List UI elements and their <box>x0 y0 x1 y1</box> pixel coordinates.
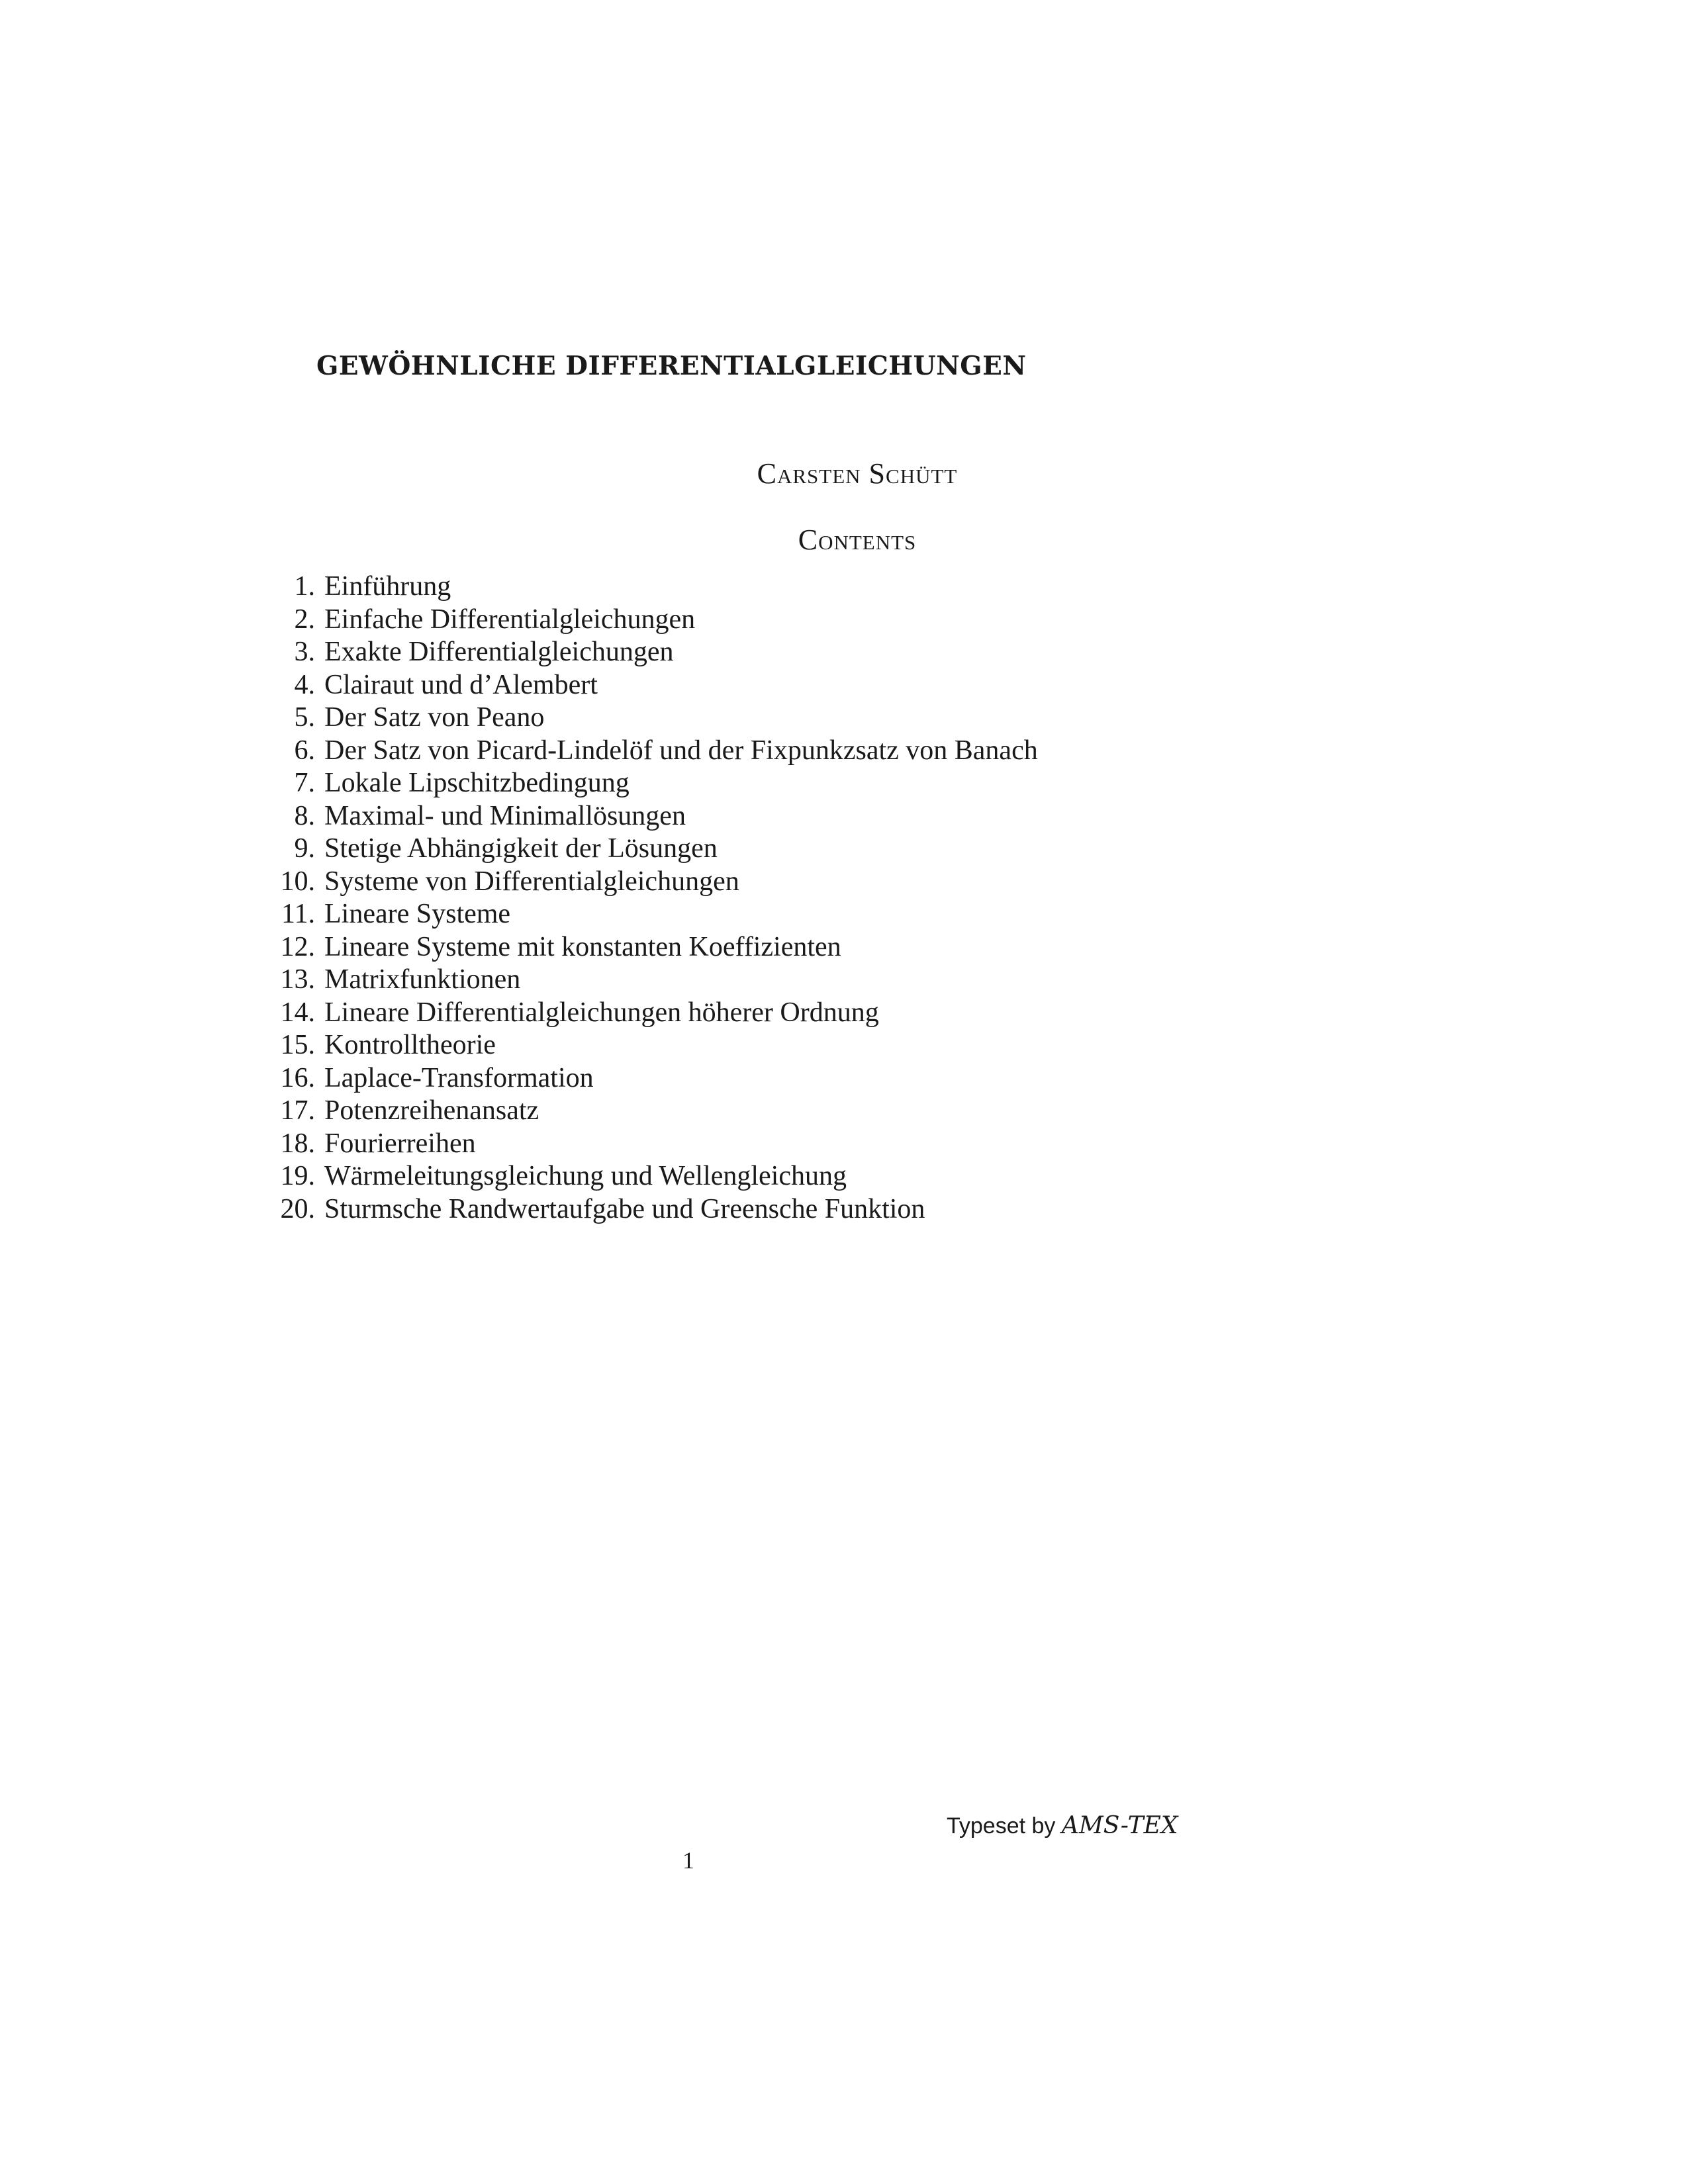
toc-item <box>252 1062 1086 1095</box>
page-number: 1 <box>682 1847 694 1874</box>
toc-item <box>252 1095 1086 1128</box>
typeset-prefix: Typeset by <box>947 1813 1056 1839</box>
toc-item-title: Der Satz von Picard-Lindelöf und der Fixpunkzsatz von Banach <box>324 735 1038 766</box>
toc-item-title: Wärmeleitungsgleichung und Wellengleichung <box>324 1161 847 1191</box>
toc-item-title: Lokale Lipschitzbedingung <box>324 768 630 798</box>
author-name: Carsten Schütt <box>757 457 958 490</box>
toc-item-number: 6. <box>294 735 315 766</box>
toc-item-number: 5. <box>294 702 315 733</box>
document-title: GEWÖHNLICHE DIFFERENTIALGLEICHUNGEN <box>316 351 1027 381</box>
toc-item-number: 2. <box>294 604 315 635</box>
toc-item-number: 18. <box>280 1128 315 1159</box>
toc-item <box>252 997 1086 1030</box>
toc-item-title: Lineare Systeme mit konstanten Koeffizienten <box>324 931 841 962</box>
toc-item-title: Exakte Differentialgleichungen <box>324 637 674 667</box>
toc-item-number: 14. <box>280 997 315 1028</box>
toc-item-title: Systeme von Differentialgleichungen <box>324 866 739 897</box>
toc-item-number: 10. <box>280 866 315 897</box>
toc-item <box>252 1160 1086 1193</box>
toc-item-number: 19. <box>280 1161 315 1191</box>
toc-item <box>252 1128 1086 1161</box>
toc-item-title: Lineare Systeme <box>324 899 511 929</box>
toc-item-title: Der Satz von Peano <box>324 702 545 733</box>
toc-item-title: Stetige Abhängigkeit der Lösungen <box>324 833 718 864</box>
toc-item-title: Fourierreihen <box>324 1128 476 1159</box>
toc-item-number: 15. <box>280 1030 315 1060</box>
typeset-note <box>947 1812 1178 1839</box>
toc-item <box>252 1029 1086 1062</box>
toc-item <box>252 931 1086 964</box>
toc-item-title: Laplace-Transformation <box>324 1062 594 1093</box>
toc-item-number: 7. <box>294 768 315 798</box>
toc-item-number: 12. <box>280 931 315 962</box>
toc-item <box>252 636 1086 669</box>
toc-item-title: Sturmsche Randwertaufgabe und Greensche Funktion <box>324 1193 925 1224</box>
toc-item-number: 13. <box>280 964 315 995</box>
toc-item-number: 1. <box>294 571 315 602</box>
toc-item-number: 16. <box>280 1062 315 1093</box>
toc-item-title: Einfache Differentialgleichungen <box>324 604 696 635</box>
toc-item-title: Lineare Differentialgleichungen höherer Ordnung <box>324 997 879 1028</box>
toc-item-title: Clairaut und d’Alembert <box>324 669 598 700</box>
toc-item-title: Maximal- und Minimallösungen <box>324 800 686 831</box>
toc-item-number: 20. <box>280 1193 315 1224</box>
toc-item-number: 9. <box>294 833 315 864</box>
toc-item <box>252 866 1086 899</box>
toc-item <box>252 1193 1086 1226</box>
toc-item-number: 8. <box>294 800 315 831</box>
toc-item-number: 11. <box>281 899 315 929</box>
toc-item <box>252 767 1086 800</box>
contents-heading: Contents <box>798 523 917 556</box>
toc-item <box>252 702 1086 735</box>
toc-item <box>252 800 1086 833</box>
toc-item <box>252 735 1086 768</box>
toc-item <box>252 964 1086 997</box>
toc-item <box>252 898 1086 931</box>
toc-item-title: Matrixfunktionen <box>324 964 521 995</box>
toc-item <box>252 669 1086 702</box>
toc-item <box>252 604 1086 637</box>
ams-tex-logo: AMS-TEX <box>1061 1812 1178 1839</box>
toc-item-number: 4. <box>294 669 315 700</box>
toc-item-title: Kontrolltheorie <box>324 1030 496 1060</box>
table-of-contents <box>252 570 1086 1226</box>
toc-item <box>252 833 1086 866</box>
toc-item-number: 3. <box>294 637 315 667</box>
toc-item-title: Einführung <box>324 571 451 602</box>
toc-item-title: Potenzreihenansatz <box>324 1095 539 1126</box>
toc-item <box>252 570 1086 604</box>
toc-item-number: 17. <box>280 1095 315 1126</box>
